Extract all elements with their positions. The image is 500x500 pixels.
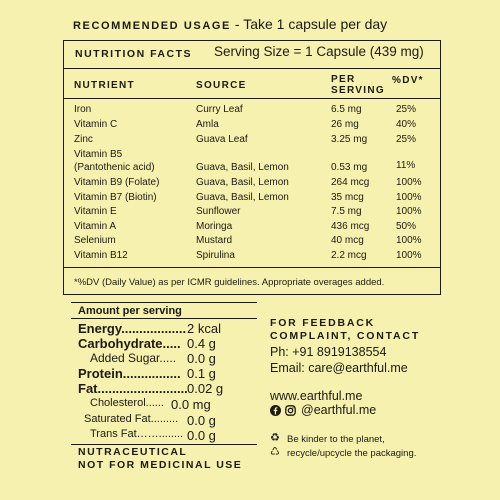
table-row — [0, 235, 500, 249]
nutrient-source: Mustard — [196, 235, 233, 246]
table-row — [0, 177, 500, 191]
nutrient-amount: 40 mcg — [331, 235, 364, 246]
nutrition-facts-title: NUTRITION FACTS — [75, 48, 192, 60]
energy-label: Energy.................. — [78, 321, 187, 336]
nutrient-dv: 100% — [396, 206, 422, 217]
nutrient-source: Guava, Basil, Lemon — [196, 192, 289, 203]
header-per: PER — [331, 74, 356, 85]
divider — [63, 267, 441, 268]
nutrient-amount: 6.5 mg — [331, 104, 362, 115]
nutrient-dv: 100% — [396, 177, 422, 188]
fat-label: Fat......................... — [78, 381, 188, 396]
added-sugar-label: Added Sugar..... — [90, 351, 177, 365]
nutrient-name: Iron — [74, 104, 92, 115]
nutraceutical-line-2: NOT FOR MEDICINAL USE — [78, 459, 243, 471]
nutrient-name: Vitamin B7 (Biotin) — [74, 192, 157, 203]
saturated-fat-value: 0.0 g — [187, 413, 216, 428]
divider — [63, 98, 441, 99]
nutrient-dv: 25% — [396, 104, 417, 115]
saturated-fat-label: Saturated Fat......... — [84, 413, 179, 425]
header-source: SOURCE — [196, 80, 247, 91]
nutrient-amount: 35 mcg — [331, 192, 364, 203]
nutrient-name: Vitamin B5 — [74, 149, 123, 160]
social-handle[interactable]: @earthful.me — [301, 403, 377, 417]
nutrient-name: Vitamin B9 (Folate) — [74, 177, 160, 188]
fat-value: 0.02 g — [187, 381, 224, 396]
header-nutrient: NUTRIENT — [74, 80, 135, 91]
table-row — [0, 221, 500, 235]
nutrient-amount: 7.5 mg — [331, 206, 362, 217]
carbohydrate-value: 0.4 g — [187, 336, 216, 351]
nutrient-dv: 100% — [396, 250, 422, 261]
table-row — [0, 250, 500, 264]
table-row — [0, 104, 500, 118]
serving-size: Serving Size = 1 Capsule (439 mg) — [214, 44, 424, 59]
nutrient-source: Moringa — [196, 221, 233, 232]
nutrient-source: Amla — [196, 119, 219, 130]
facebook-icon[interactable] — [270, 405, 281, 416]
nutrient-source: Spirulina — [196, 250, 235, 261]
feedback-line-1: FOR FEEDBACK — [270, 317, 376, 329]
header-serving: SERVING — [331, 85, 385, 96]
nutrient-amount: 2.2 mcg — [331, 250, 367, 261]
eco-message-line-2: recycle/upcycle the packaging. — [287, 448, 417, 459]
trans-fat-label: Trans Fat……........ — [90, 428, 184, 440]
nutraceutical-line-1: NUTRACEUTICAL — [78, 446, 188, 458]
nutrient-name: Vitamin C — [74, 119, 118, 130]
dv-footnote: *%DV (Daily Value) as per ICMR guidelines. Appropriate overages added. — [74, 277, 385, 288]
nutrient-name: (Pantothenic acid) — [74, 162, 155, 173]
nutrient-amount: 436 mcg — [331, 221, 370, 232]
instagram-icon[interactable] — [285, 405, 296, 416]
nutrient-amount: 26 mg — [331, 119, 359, 130]
nutrient-name: Selenium — [74, 235, 116, 246]
cholesterol-label: Cholesterol...... — [90, 397, 164, 409]
amount-per-serving-title: Amount per serving — [78, 305, 182, 317]
upcycle-icon: ♺ — [270, 446, 280, 458]
phone-number[interactable]: Ph: +91 8919138554 — [270, 345, 387, 359]
nutrient-amount: 3.25 mg — [331, 134, 368, 145]
header-dv: %DV* — [392, 75, 424, 86]
nutrient-name: Vitamin A — [74, 221, 117, 232]
nutrient-source: Sunflower — [196, 206, 241, 217]
divider — [63, 68, 441, 69]
nutrient-source: Curry Leaf — [196, 104, 243, 115]
nutrient-dv: 50% — [396, 221, 417, 232]
carbohydrate-label: Carbohydrate..... — [78, 336, 181, 351]
nutrient-name: Zinc — [74, 134, 93, 145]
nutrient-amount: 0.53 mg — [331, 162, 368, 173]
email-address[interactable]: Email: care@earthful.me — [270, 361, 408, 375]
nutrient-source: Guava Leaf — [196, 134, 248, 145]
nutrient-dv: 25% — [396, 134, 417, 145]
table-row — [0, 162, 500, 176]
nutrient-dv: 40% — [396, 119, 417, 130]
nutrient-name: Vitamin B12 — [74, 250, 128, 261]
website-link[interactable]: www.earthful.me — [270, 389, 363, 403]
nutrient-name: Vitamin E — [74, 206, 117, 217]
cholesterol-value: 0.0 mg — [171, 397, 211, 412]
nutraceutical-notice — [78, 446, 242, 472]
nutrient-dv: 100% — [396, 235, 422, 246]
table-row — [0, 119, 500, 133]
added-sugar-value: 0.0 g — [187, 351, 216, 366]
usage-label: RECOMMENDED USAGE — [73, 20, 231, 32]
table-row — [0, 149, 500, 163]
nutrient-amount: 264 mcg — [331, 177, 370, 188]
nutrient-source: Guava, Basil, Lemon — [196, 162, 289, 173]
energy-value: 2 kcal — [187, 321, 221, 336]
nutrient-source: Guava, Basil, Lemon — [196, 177, 289, 188]
eco-message-line-1: Be kinder to the planet, — [287, 434, 385, 445]
header-per-serving — [331, 74, 385, 96]
nutrient-dv: 100% — [396, 192, 422, 203]
divider — [71, 318, 257, 319]
protein-value: 0.1 g — [187, 366, 216, 381]
table-row — [0, 134, 500, 148]
feedback-line-2: COMPLAINT, CONTACT — [270, 330, 421, 342]
nutrient-dv: 11% — [396, 160, 416, 171]
table-row — [0, 192, 500, 206]
divider — [71, 302, 257, 303]
table-row — [0, 206, 500, 220]
divider — [71, 444, 257, 445]
recommended-usage — [73, 16, 387, 32]
trans-fat-value: 0.0 g — [187, 428, 216, 443]
recycle-icon: ♻ — [270, 432, 280, 444]
protein-label: Protein................ — [78, 366, 181, 381]
usage-text: - Take 1 capsule per day — [231, 16, 388, 32]
feedback-heading — [270, 317, 420, 343]
